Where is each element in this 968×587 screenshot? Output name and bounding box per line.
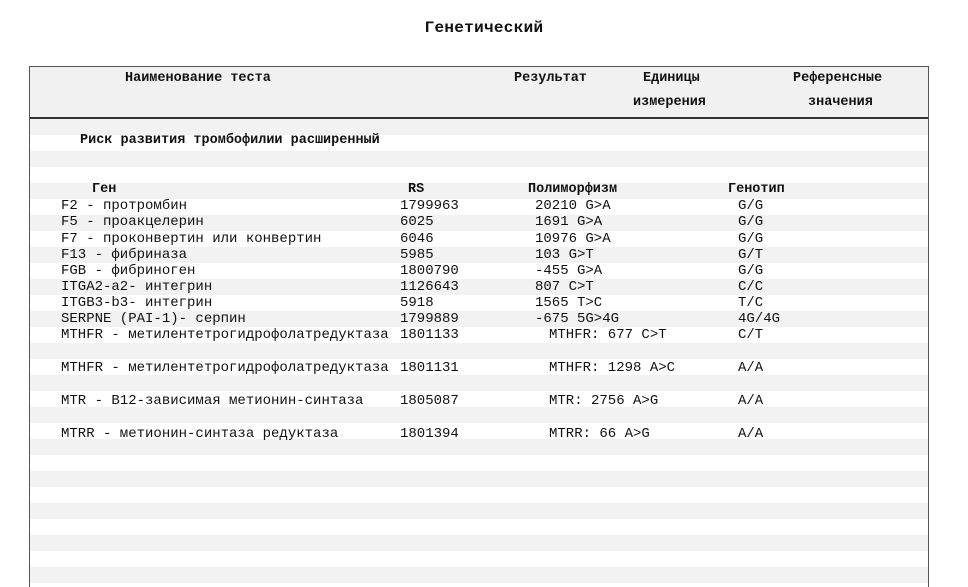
- genotype-cell: G/G: [738, 263, 764, 279]
- polymorphism-cell: MTR: 2756 A>G: [549, 393, 659, 409]
- rs-cell: 1801394: [400, 426, 459, 442]
- header-ref-line1: Референсные: [793, 71, 883, 86]
- genotype-cell: 4G/4G: [738, 311, 781, 327]
- column-rs: RS: [408, 182, 425, 197]
- gene-cell: MTRR - метионин-синтаза редуктаза: [61, 426, 339, 442]
- gene-cell: F2 - протромбин: [61, 198, 188, 214]
- rs-cell: 5985: [400, 247, 434, 263]
- rs-cell: 1799963: [400, 198, 459, 214]
- genotype-cell: G/T: [738, 247, 764, 263]
- column-polymorphism: Полиморфизм: [528, 182, 618, 197]
- polymorphism-cell: 1565 T>C: [535, 295, 603, 311]
- polymorphism-cell: 1691 G>A: [535, 214, 603, 230]
- results-table: [29, 66, 929, 587]
- rs-cell: 1801131: [400, 360, 459, 376]
- gene-cell: F13 - фибриназа: [61, 247, 188, 263]
- polymorphism-cell: 20210 G>A: [535, 198, 611, 214]
- header-units-line2: измерения: [633, 95, 706, 110]
- header-units-line1: Единицы: [643, 71, 700, 86]
- document-title: Генетический: [424, 19, 544, 37]
- rs-cell: 1126643: [400, 279, 459, 295]
- gene-cell: MTR - B12-зависимая метионин-синтаза: [61, 393, 364, 409]
- rs-cell: 1799889: [400, 311, 459, 327]
- row-stripes: [30, 119, 928, 587]
- genotype-cell: A/A: [738, 393, 764, 409]
- gene-cell: MTHFR - метилентетрогидрофолатредуктаза: [61, 360, 389, 376]
- genotype-cell: A/A: [738, 426, 764, 442]
- polymorphism-cell: -455 G>A: [535, 263, 603, 279]
- column-genotype: Генотип: [728, 182, 785, 197]
- polymorphism-cell: MTHFR: 677 C>T: [549, 327, 667, 343]
- polymorphism-cell: -675 5G>4G: [535, 311, 620, 327]
- genotype-cell: G/G: [738, 231, 764, 247]
- header-result: Результат: [514, 71, 587, 86]
- rs-cell: 1805087: [400, 393, 459, 409]
- rs-cell: 6025: [400, 214, 434, 230]
- polymorphism-cell: 807 C>T: [535, 279, 594, 295]
- polymorphism-cell: MTRR: 66 A>G: [549, 426, 650, 442]
- gene-cell: F5 - проакцелерин: [61, 214, 204, 230]
- column-gene: Ген: [92, 182, 117, 197]
- gene-cell: FGB - фибриноген: [61, 263, 196, 279]
- gene-cell: MTHFR - метилентетрогидрофолатредуктаза: [61, 327, 389, 343]
- genotype-cell: C/C: [738, 279, 764, 295]
- polymorphism-cell: 10976 G>A: [535, 231, 611, 247]
- polymorphism-cell: 103 G>T: [535, 247, 594, 263]
- gene-cell: ITGA2-a2- интегрин: [61, 279, 213, 295]
- genotype-cell: T/C: [738, 295, 764, 311]
- rs-cell: 6046: [400, 231, 434, 247]
- rs-cell: 1801133: [400, 327, 459, 343]
- genotype-cell: C/T: [738, 327, 764, 343]
- table-header: [30, 67, 928, 119]
- gene-cell: ITGB3-b3- интегрин: [61, 295, 213, 311]
- header-ref-line2: значения: [808, 95, 873, 110]
- genotype-cell: G/G: [738, 198, 764, 214]
- genotype-cell: G/G: [738, 214, 764, 230]
- section-title: Риск развития тромбофилии расширенный: [80, 133, 380, 148]
- gene-cell: SERPNE (PAI-1)- серпин: [61, 311, 246, 327]
- gene-cell: F7 - проконвертин или конвертин: [61, 231, 322, 247]
- genotype-cell: A/A: [738, 360, 764, 376]
- polymorphism-cell: MTHFR: 1298 A>C: [549, 360, 676, 376]
- rs-cell: 5918: [400, 295, 434, 311]
- header-test-name: Наименование теста: [125, 71, 271, 86]
- rs-cell: 1800790: [400, 263, 459, 279]
